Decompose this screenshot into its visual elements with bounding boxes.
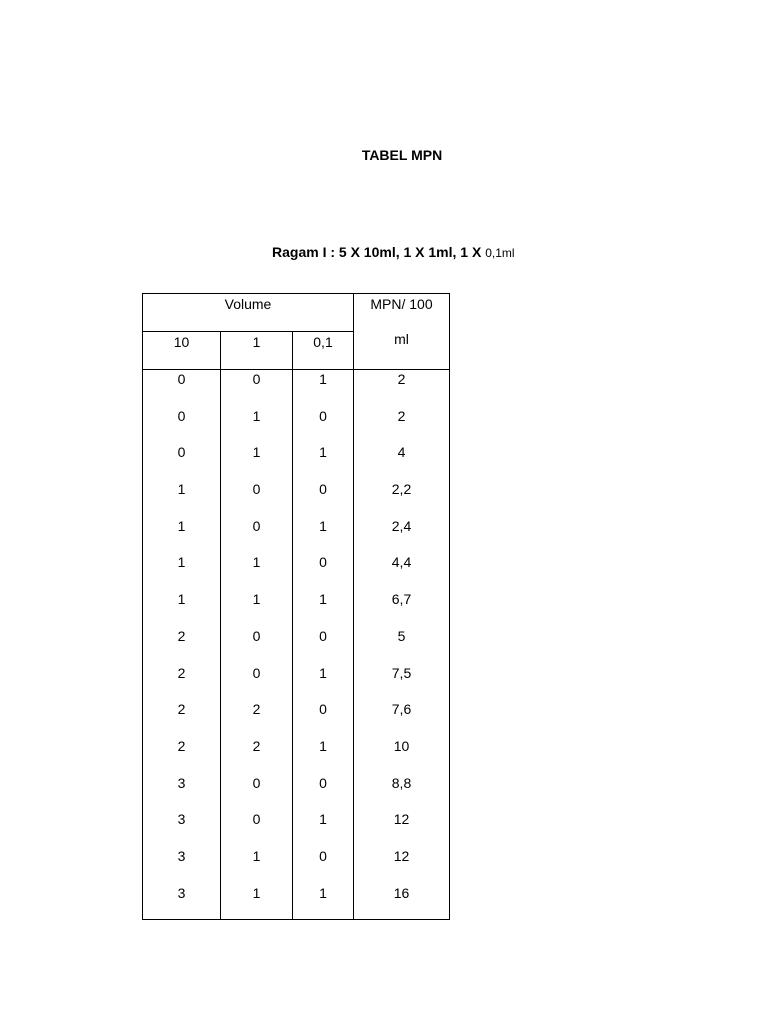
volume-0-1-cell: 1 — [293, 590, 354, 627]
table-row — [143, 517, 450, 554]
mpn-value-cell: 4,4 — [354, 553, 450, 590]
volume-0-1-cell: 0 — [293, 627, 354, 664]
mpn-header-line2: ml — [394, 331, 409, 347]
volume-0-1-cell: 1 — [293, 370, 354, 407]
volume-10-cell: 2 — [143, 737, 221, 774]
table-row — [143, 884, 450, 920]
mpn-value-cell: 5 — [354, 627, 450, 664]
table-subtitle — [272, 243, 515, 262]
table-row — [143, 407, 450, 444]
page-title: TABEL MPN — [361, 147, 443, 163]
volume-0-1-cell: 0 — [293, 774, 354, 811]
volume-0-1-cell: 0 — [293, 847, 354, 884]
mpn-value-cell: 7,5 — [354, 664, 450, 701]
volume-1-cell: 0 — [221, 774, 293, 811]
volume-1-cell: 0 — [221, 664, 293, 701]
mpn-table — [142, 293, 450, 920]
volume-1-cell: 1 — [221, 884, 293, 920]
volume-0-1-cell: 0 — [293, 700, 354, 737]
volume-10-cell: 1 — [143, 553, 221, 590]
volume-1-cell: 2 — [221, 737, 293, 774]
table-row — [143, 700, 450, 737]
table-row — [143, 774, 450, 811]
mpn-value-cell: 6,7 — [354, 590, 450, 627]
mpn-value-cell: 12 — [354, 847, 450, 884]
mpn-value-cell: 4 — [354, 443, 450, 480]
volume-10-cell: 1 — [143, 480, 221, 517]
volume-0-1-cell: 1 — [293, 517, 354, 554]
table-row — [143, 590, 450, 627]
volume-1-cell: 2 — [221, 700, 293, 737]
mpn-table-container — [142, 293, 450, 920]
volume-0-1-cell: 1 — [293, 810, 354, 847]
table-row — [143, 810, 450, 847]
table-row — [143, 627, 450, 664]
volume-1-cell: 0 — [221, 627, 293, 664]
mpn-header — [354, 294, 450, 370]
mpn-value-cell: 2 — [354, 407, 450, 444]
table-row — [143, 443, 450, 480]
volume-10-cell: 3 — [143, 810, 221, 847]
volume-10-cell: 1 — [143, 517, 221, 554]
volume-0-1-cell: 0 — [293, 553, 354, 590]
subtitle-main: Ragam I : 5 X 10ml, 1 X 1ml, 1 X — [272, 244, 486, 260]
volume-0-1-cell: 1 — [293, 884, 354, 920]
volume-10-cell: 2 — [143, 627, 221, 664]
volume-1-cell: 1 — [221, 847, 293, 884]
volume-10-cell: 3 — [143, 847, 221, 884]
mpn-value-cell: 2 — [354, 370, 450, 407]
volume-0-1-cell: 1 — [293, 443, 354, 480]
mpn-header-line1: MPN/ 100 — [370, 296, 433, 312]
volume-0-1-cell: 1 — [293, 664, 354, 701]
volume-0-1-cell: 1 — [293, 737, 354, 774]
volume-1-cell: 0 — [221, 810, 293, 847]
volume-10-cell: 3 — [143, 884, 221, 920]
volume-1-cell: 0 — [221, 370, 293, 407]
table-row — [143, 847, 450, 884]
volume-1-cell: 0 — [221, 480, 293, 517]
volume-0-1-cell: 0 — [293, 407, 354, 444]
volume-10-cell: 1 — [143, 590, 221, 627]
volume-10-cell: 2 — [143, 700, 221, 737]
volume-header: Volume — [143, 294, 354, 332]
volume-1-cell: 1 — [221, 590, 293, 627]
subtitle-small: 0,1ml — [485, 246, 515, 260]
volume-0-1-cell: 0 — [293, 480, 354, 517]
mpn-value-cell: 2,2 — [354, 480, 450, 517]
mpn-value-cell: 16 — [354, 884, 450, 920]
mpn-value-cell: 2,4 — [354, 517, 450, 554]
table-row — [143, 370, 450, 407]
mpn-value-cell: 10 — [354, 737, 450, 774]
mpn-value-cell: 7,6 — [354, 700, 450, 737]
header-row-group — [143, 294, 450, 332]
table-row — [143, 553, 450, 590]
mpn-value-cell: 12 — [354, 810, 450, 847]
volume-1-cell: 1 — [221, 553, 293, 590]
volume-10-cell: 0 — [143, 407, 221, 444]
volume-10-header: 10 — [143, 332, 221, 370]
volume-10-cell: 0 — [143, 370, 221, 407]
volume-1-header: 1 — [221, 332, 293, 370]
table-row — [143, 480, 450, 517]
volume-10-cell: 0 — [143, 443, 221, 480]
table-row — [143, 737, 450, 774]
volume-1-cell: 0 — [221, 517, 293, 554]
volume-10-cell: 2 — [143, 664, 221, 701]
table-row — [143, 664, 450, 701]
mpn-value-cell: 8,8 — [354, 774, 450, 811]
volume-10-cell: 3 — [143, 774, 221, 811]
volume-1-cell: 1 — [221, 407, 293, 444]
volume-1-cell: 1 — [221, 443, 293, 480]
volume-0-1-header: 0,1 — [293, 332, 354, 370]
